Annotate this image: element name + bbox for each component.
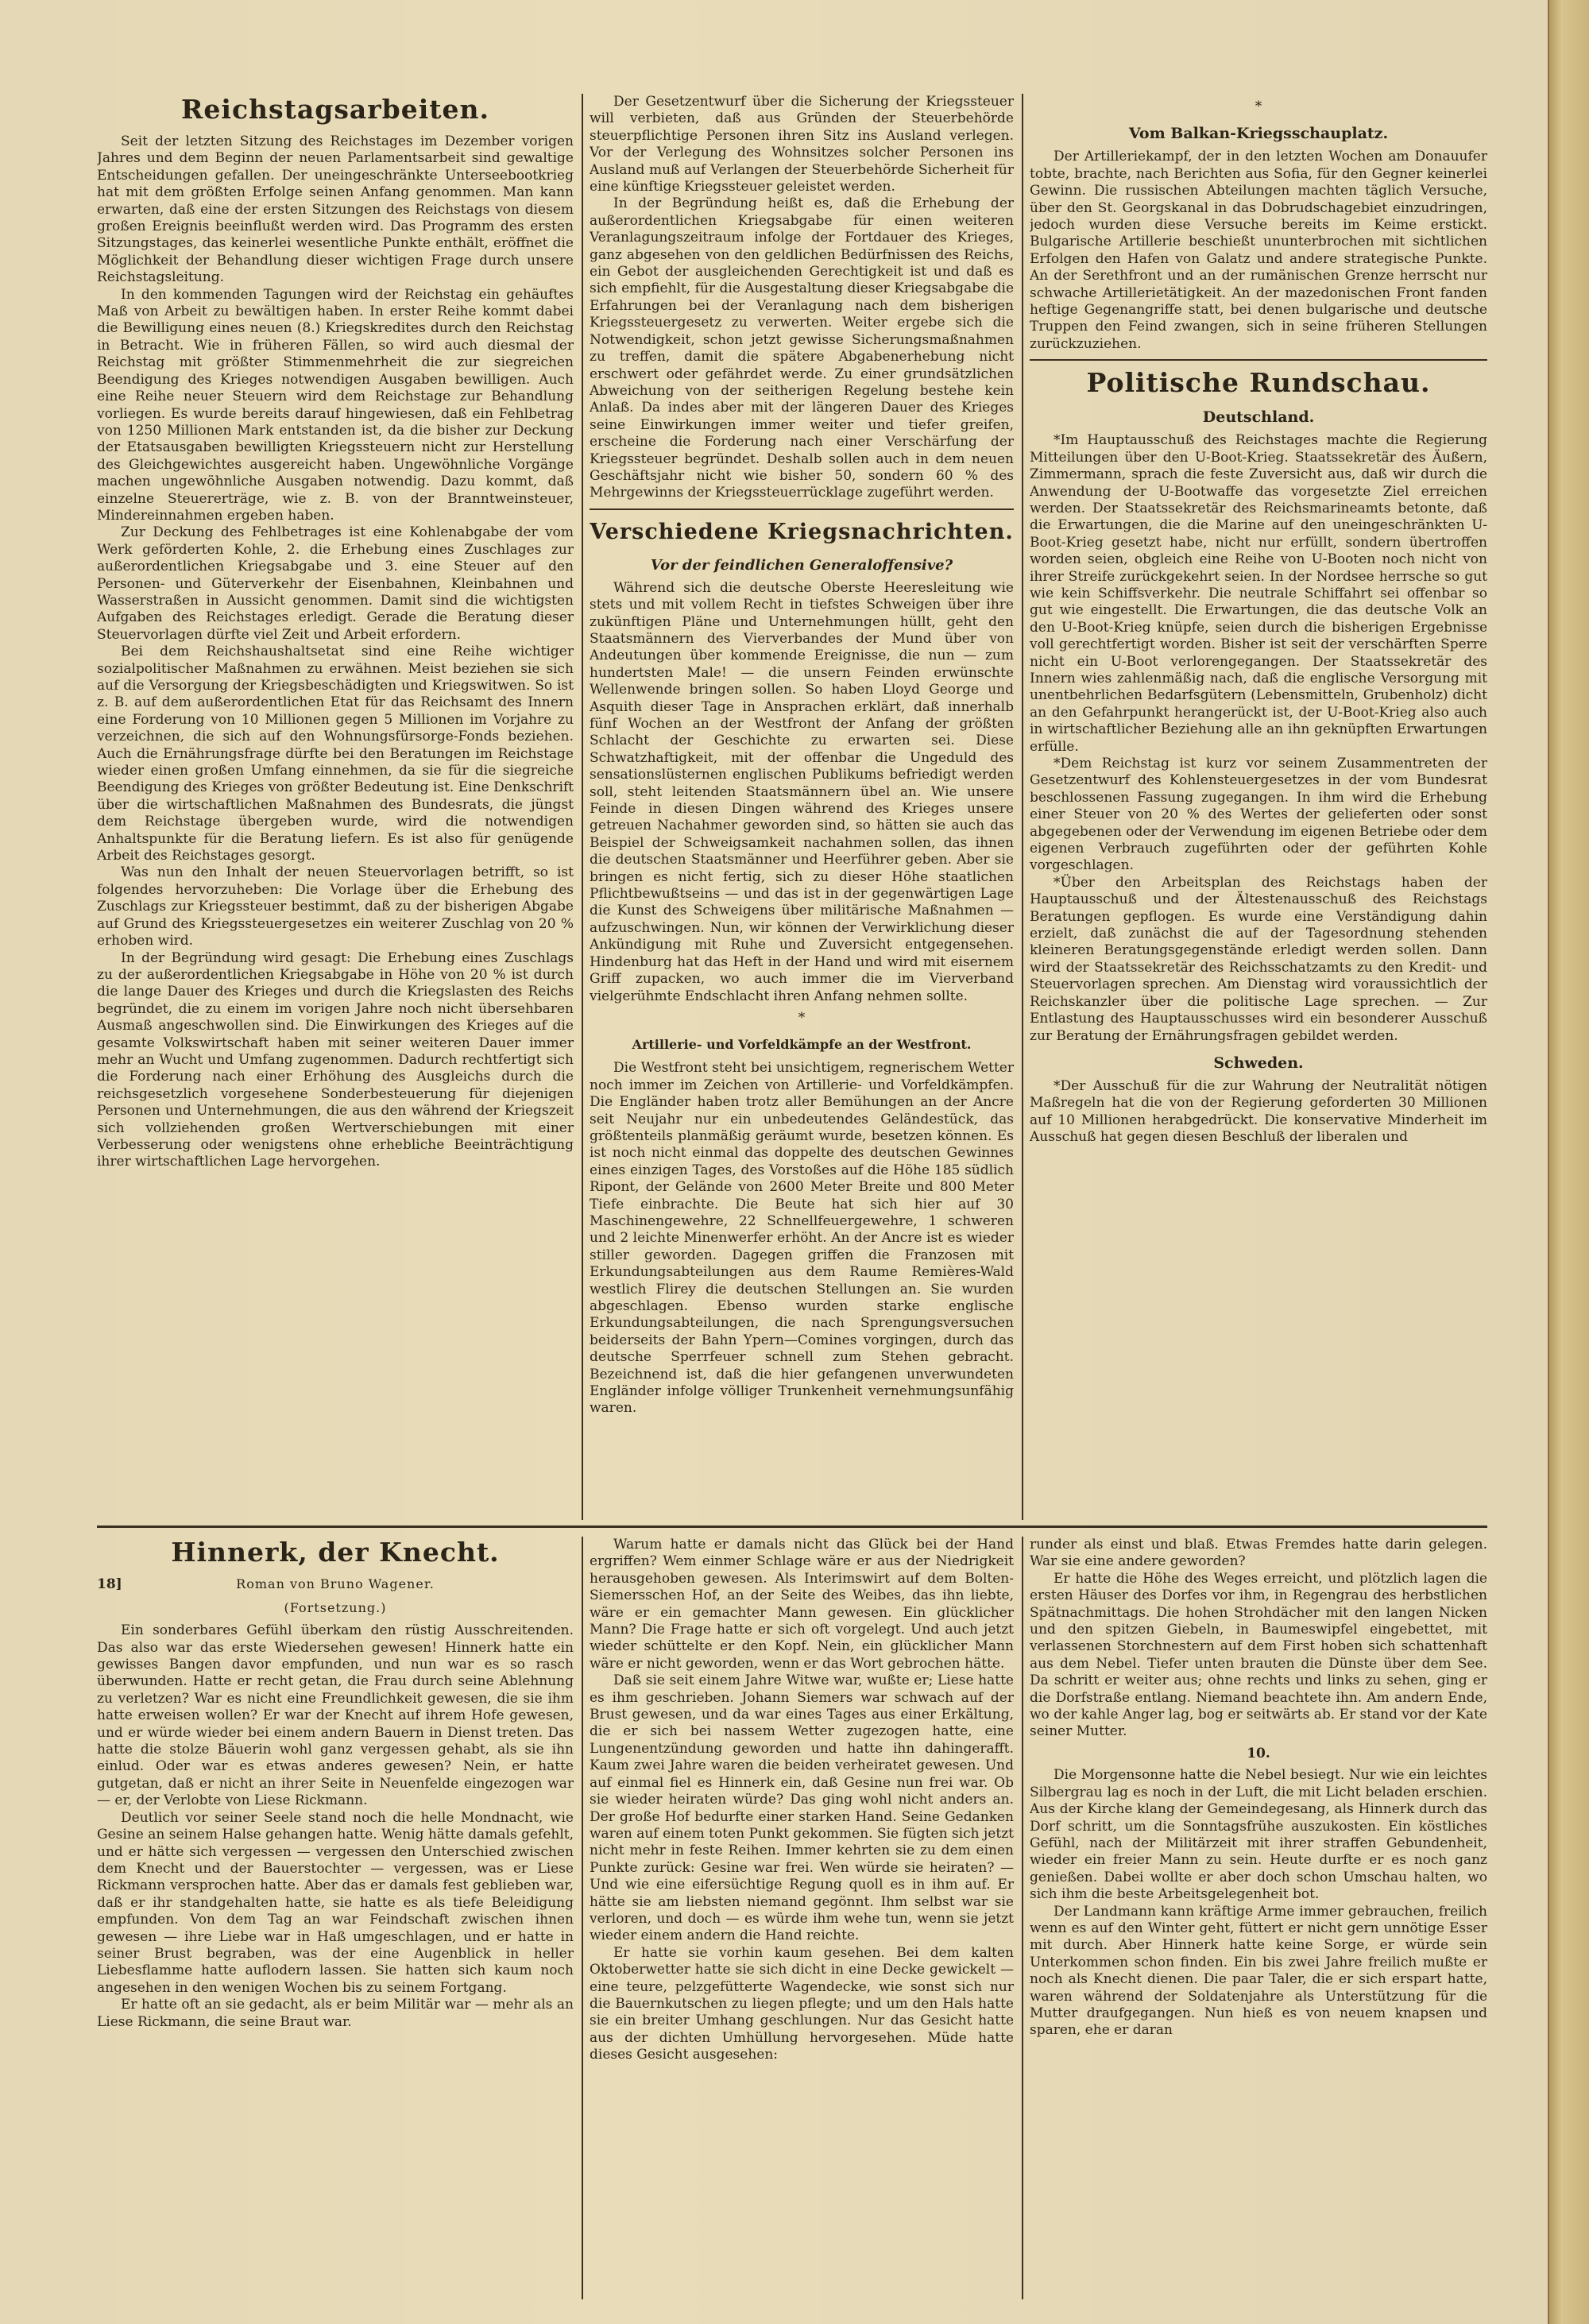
chapter-number: 10. bbox=[1247, 1745, 1270, 1761]
paragraph: Ein sonderbares Gefühl überkam den rüstig Ausschreitenden. Das also war das erste Wiedersehen gewesen! Hinnerk hatte ein gewisses Bangen davor empfunden, und nun war es so rasch überwunden. Hatte er recht getan, die Frau durch seine Ablehnung zu verletzen? War es nicht eine Freundlichkeit gewesen, die sie ihm hatte erweisen wollen? Er war der Knecht auf ihrem Hofe gewesen, und er würde wieder bei einem andern Bauern in Dienst treten. Das hatte die stolze Bäuerin wohl ganz vergessen gehabt, als sie ihn einlud. Oder war es etwas anderes gewesen? Nein, er hatte gutgetan, daß er nicht an ihrer Seite in Neuenfelde eingezogen war — er, der Verlobte von Liese Rickmann. bbox=[97, 1622, 574, 1809]
section-divider bbox=[1030, 359, 1487, 361]
page-binding-edge bbox=[1548, 0, 1589, 2324]
continued-note: (Fortsetzung.) bbox=[284, 1599, 387, 1615]
separator-star: * bbox=[798, 1009, 806, 1026]
paragraph: Warum hatte er damals nicht das Glück bei der Hand ergriffen? Wem einmer Schlage wäre er aus der Niedrigkeit herausgehoben gewesen. Als Interimswirt auf dem Bolten-Siemersschen Hof, an der Seite des Weibes, das ihn liebte, wäre er ein gemachter Mann gewesen. Ein glücklicher Mann? Die Frage hatte er sich oft vorgelegt. Und auch jetzt wieder schüttelte er den Kopf. Nein, ein glücklicher Mann wäre er nicht geworden, wenn er das Wort gebrochen hätte. bbox=[590, 1537, 1014, 1672]
paragraph: runder als einst und blaß. Etwas Fremdes hatte darin gelegen. War sie eine andere geworden? bbox=[1030, 1537, 1487, 1570]
column-balkan-rundschau bbox=[1030, 94, 1487, 1520]
paragraph: Deutlich vor seiner Seele stand noch die helle Mondnacht, wie Gesine an seinem Halse gehangen hatte. Wenig hätte damals gefehlt, und er hätte sich vergessen — vergessen den Unterschied zwischen dem Knecht und der Bauerstochter — vergessen, was er Liese Rickmann versprochen hatte. Aber das er damals fest geblieben war, daß er ihr standgehalten hatte, sie hatte es als tiefe Beleidigung empfunden. Von dem Tag an war Feindschaft zwischen ihnen gewesen — ihre Liebe war in Haß umgeschlagen, und er hatte in seiner Brust begraben, was der eine Augenblick in heller Liebesflamme hatte auflodern lassen. Sie hatten sich kaum noch angesehen in den wenigen Wochen bis zu seinem Fortgang. bbox=[97, 1809, 574, 1996]
paragraph: *Über den Arbeitsplan des Reichstags haben der Hauptausschuß und der Ältestenausschuß des Reichstags Beratungen gepflogen. Es wurde eine Verständigung dahin erzielt, daß zunächst die auf der Tagesordnung stehenden kleineren Beratungsgegenstände erledigt werden sollen. Dann wird der Staatssekretär des Reichsschatzamts zu den Kredit- und Steuervorlagen sprechen. Am Dienstag wird voraussichtlich der Reichskanzler über die politische Lage sprechen. — Zur Entlastung des Hauptausschusses wird ein besonderer Ausschuß zur Beratung der Ernährungsfragen gebildet werden. bbox=[1030, 874, 1487, 1044]
paragraph: Zur Deckung des Fehlbetrages ist eine Kohlenabgabe der vom Werk geförderten Kohle, 2. die Erhebung eines Zuschlages zur außerordentlichen Kriegsabgabe und 3. eine Steuer auf den Personen- und Güterverkehr der Eisenbahnen, Kleinbahnen und Wasserstraßen in Aussicht genommen. Damit sind die wichtigsten Aufgaben des Reichstages erledigt. Gerade die Beratung dieser Steuervorlagen dürfte viel Zeit und Arbeit erfordern. bbox=[97, 524, 574, 643]
byline: Roman von Bruno Wagener. bbox=[236, 1576, 435, 1592]
paragraph: Er hatte oft an sie gedacht, als er beim Militär war — mehr als an Liese Rickmann, die seine Braut war. bbox=[97, 1997, 574, 2030]
paragraph: In der Begründung heißt es, daß die Erhebung der außerordentlichen Kriegsabgabe für einen weiteren Veranlagungszeitraum infolge der Fortdauer des Krieges, ganz abgesehen von den geldlichen Bedürfnissen des Reichs, ein Gebot der ausgleichenden Gerechtigkeit ist und daß es sich empfiehlt, für die Ausgestaltung dieser Kriegsabgabe die Erfahrungen bei der Veranlagung nach dem bisherigen Kriegssteuergesetz zu verwerten. Weiter ergebe sich die Notwendigkeit, schon jetzt gewisse Sicherungsmaßnahmen zu treffen, damit die spätere Abgabenerhebung nicht erschwert oder gefährdet werde. Zu einer grundsätzlichen Abweichung von der seitherigen Regelung bestehe kein Anlaß. Da indes aber mit der längeren Dauer des Krieges seine Einwirkungen immer weiter und tiefer greifen, erscheine die Forderung nach einer Verschärfung der Kriegssteuer begründet. Deshalb sollen auch in dem neuen Geschäftsjahr nicht wie bisher 50, sondern 60 % des Mehrgewinns der Kriegssteuerrücklage zugeführt werden. bbox=[590, 195, 1014, 501]
column-roman-3 bbox=[1030, 1537, 1487, 2299]
paragraph: Was nun den Inhalt der neuen Steuervorlagen betrifft, so ist folgendes hervorzuheben: Die Vorlage über die Erhebung des Zuschlags zur Kriegssteuer bestimmt, daß zu der bisherigen Abgabe auf Grund des Kriegssteuergesetzes ein weiterer Zuschlag von 20 % erhoben wird. bbox=[97, 864, 574, 949]
column-steuer-krieg bbox=[590, 94, 1014, 1520]
installment-number: 18] bbox=[97, 1576, 122, 1592]
paragraph: Daß sie seit einem Jahre Witwe war, wußte er; Liese hatte es ihm geschrieben. Johann Siemers war schwach auf der Brust gewesen, und da war eines Tages aus einer Erkältung, die er sich bei nassem Wetter zugezogen hatte, eine Lungenentzündung geworden und hatte ihn dahingerafft. Kaum zwei Jahre waren die beiden verheiratet gewesen. Und auf einmal fiel es Hinnerk ein, daß Gesine nun frei war. Ob sie wieder heiraten würde? Das ging wohl nicht anders an. Der große Hof bedurfte einer starken Hand. Seine Gedanken waren auf einem toten Punkt gekommen. Sie fügten sich jetzt nicht mehr in feste Reihen. Immer kehrten sie zu dem einen Punkte zurück: Gesine war frei. Wen würde sie heiraten? — Und wie eine eifersüchtige Regung quoll es in ihm auf. Er hätte sie am liebsten niemand gegönnt. Ihm selbst war sie verloren, und doch — es würde ihm wehe tun, wenn sie jetzt wieder einem andern die Hand reichte. bbox=[590, 1672, 1014, 1944]
headline-balkan: Vom Balkan-Kriegsschauplatz. bbox=[1128, 125, 1389, 143]
column-divider bbox=[582, 1537, 583, 2299]
column-roman-1 bbox=[97, 1537, 574, 2299]
subheadline-deutschland: Deutschland. bbox=[1202, 408, 1315, 427]
paragraph: Seit der letzten Sitzung des Reichstages im Dezember vorigen Jahres und dem Beginn der neuen Parlamentsarbeit sind gewaltige Entscheidungen gefallen. Der uneingeschränkte Unterseebootkrieg hat mit dem größten Erfolge seinen Anfang genommen. Man kann erwarten, daß eine der ersten Sitzungen des Reichstags von diesem großen Ereignis beeinflußt werden wird. Das Programm des ersten Sitzungstages, das keinerlei wesentliche Punkte enthält, eröffnet die Möglichkeit der Behandlung dieser wichtigen Frage durch unsere Reichstagsleitung. bbox=[97, 133, 574, 286]
feuilleton-divider bbox=[97, 1525, 1487, 1528]
paragraph: Der Gesetzentwurf über die Sicherung der Kriegssteuer will verbieten, daß aus Gründen der Steuerbehörde steuerpflichtige Personen ihren Sitz ins Ausland verlegen. Vor der Verlegung des Wohnsitzes solcher Personen ins Ausland muß auf Verlangen der Steuerbehörde Sicherheit für eine künftige Kriegssteuer geleistet werden. bbox=[590, 94, 1014, 195]
paragraph: Während sich die deutsche Oberste Heeresleitung wie stets und mit vollem Recht in tiefstes Schweigen über ihre zukünftigen Pläne und Unternehmungen hüllt, geht den Staatsmännern des Vierverbandes der Mund über von Andeutungen über kommende Ereignisse, die nun — zum hundertsten Male! — die unsern Feinden erwünschte Wellenwende bringen sollen. So haben Lloyd George und Asquith dieser Tage in Ansprachen erklärt, daß innerhalb fünf Wochen an der Westfront der Anfang der größten Schlacht der Geschichte zu erwarten sei. Diese Schwatzhaftigkeit, mit der offenbar die Ungeduld des sensationslüsternen englischen Publikums befriedigt werden soll, steht leitenden Staatsmännern übel an. Wie unsere Feinde in diesen Dingen während des Krieges unsere getreuen Nachahmer geworden sind, so hätten sie auch das Beispiel der Schweigsamkeit nachahmen sollen, das ihnen die deutschen Staatsmänner und Heerführer geben. Aber sie bringen es nicht fertig, sich zu dieser Höhe staatlichen Pflichtbewußtseins — und das ist in der gegenwärtigen Lage die Kunst des Schweigens über militärische Maßnahmen — aufzuschwingen. Nun, wir können der Verwirklichung dieser Ankündigung mit Ruhe und Zuversicht entgegensehen. Hindenburg hat das Heft in der Hand und wird mit eisernem Griff zupacken, wo auch immer die im Vierverband vielgerühmte Endschlacht ihren Anfang nehmen sollte. bbox=[590, 579, 1014, 1004]
subheadline-schweden: Schweden. bbox=[1213, 1054, 1304, 1072]
headline-politische-rundschau: Politische Rundschau. bbox=[1086, 367, 1431, 399]
paragraph: In den kommenden Tagungen wird der Reichstag ein gehäuftes Maß von Arbeit zu bewältigen haben. In erster Reihe kommt dabei die Bewilligung eines neuen (8.) Kriegskredites durch den Reichstag in Betracht. Wie in früheren Fällen, so wird auch diesmal der Reichstag mit größter Stimmenmehrheit die zur siegreichen Beendigung des Krieges notwendigen Ausgaben bewilligen. Auch eine Reihe neuer Steuern wird dem Reichstage zur Behandlung vorliegen. Es wurde bereits darauf hingewiesen, daß ein Fehlbetrag von 1250 Millionen Mark entstanden ist, da die bisher zur Deckung der Etatsausgaben bewilligten Kriegssteuern nicht zur Herstellung des Gleichgewichtes ausgereicht haben. Ungewöhnliche Vorgänge machen ungewöhnliche Ausgaben notwendig. Dazu kommt, daß einzelne Steuererträge, wie z. B. von der Branntweinsteuer, Mindereinnahmen ergeben haben. bbox=[97, 286, 574, 524]
paragraph: Die Westfront steht bei unsichtigem, regnerischem Wetter noch immer im Zeichen von Artillerie- und Vorfeldkämpfen. Die Engländer haben trotz aller Bemühungen an der Ancre seit Neujahr nur ein unbedeutendes Geländestück, das größtenteils planmäßig geräumt wurde, besetzen können. Es ist noch nicht einmal das doppelte des deutschen Gewinnes eines einzigen Tages, des Vorstoßes auf die Höhe 185 südlich Ripont, der Gelände von 2600 Meter Breite und 800 Meter Tiefe einbrachte. Die Beute hat sich hier auf 30 Maschinengewehre, 22 Schnellfeuergewehre, 1 schweren und 2 leichte Minenwerfer erhöht. An der Ancre ist es wieder stiller geworden. Dagegen griffen die Franzosen mit Erkundungsabteilungen aus dem Raume Remières-Wald westlich Flirey die deutschen Stellungen an. Sie wurden abgeschlagen. Ebenso wurden starke englische Erkundungsabteilungen, die nach Sprengungsversuchen beiderseits der Bahn Ypern—Comines vorgingen, durch das deutsche Sperrfeuer schnell zum Stehen gebracht. Bezeichnend ist, daß die hier gefangenen unverwundeten Engländer infolge völliger Trunkenheit vernehmungsunfähig waren. bbox=[590, 1060, 1014, 1417]
paragraph: *Im Hauptausschuß des Reichstages machte die Regierung Mitteilungen über den U-Boot-Krieg. Staatssekretär des Äußern, Zimmermann, sprach die feste Zuversicht aus, daß wir durch die Anwendung der U-Bootwaffe das vorgesetzte Ziel erreichen werden. Der Staatssekretär des Reichsmarineamts betonte, daß die Erwartungen, die die Marine auf den uneingeschränkten U-Boot-Krieg gesetzt habe, nicht nur erfüllt, sondern übertroffen worden seien, obgleich eine Reihe von U-Booten noch nicht von ihrer Streife zurückgekehrt seien. In der Nordsee herrsche so gut wie kein Schiffsverkehr. Die neutrale Schiffahrt sei offenbar so gut wie eingestellt. Die Erwartungen, die das deutsche Volk an den U-Boot-Krieg knüpfe, seien durch die bisherigen Ergebnisse voll gerechtfertigt worden. Bisher ist seit der verschärften Sperre nicht ein U-Boot verlorengegangen. Der Staatssekretär des Innern wies zahlenmäßig nach, daß die englische Versorgung mit unentbehrlichen Bedarfsgütern (Lebensmitteln, Grubenholz) dicht an den Gefahrpunkt herangerückt ist, der U-Boot-Krieg also auch in wirtschaftlicher Beziehung alle an ihn geknüpften Erwartungen erfülle. bbox=[1030, 432, 1487, 755]
paragraph: Er hatte die Höhe des Weges erreicht, und plötzlich lagen die ersten Häuser des Dorfes vor ihm, in Regengrau des herbstlichen Spätnachmittags. Die hohen Strohdächer mit den langen Nicken und den spitzen Giebeln, in Baumeswipfel eingebettet, mit verlassenen Storchnestern auf dem First hoben sich schattenhaft aus dem Nebel. Tiefer unten brauten die Dünste über dem See. Da schritt er weiter aus; ohne rechts und links zu sehen, ging er die Dorfstraße entlang. Niemand beachtete ihn. Am andern Ende, wo der kahle Anger lag, bog er seitwärts ab. Er stand vor der Kate seiner Mutter. bbox=[1030, 1570, 1487, 1740]
column-reichstag bbox=[97, 94, 574, 1516]
column-divider bbox=[1022, 94, 1023, 1520]
subheadline-westfront: Artillerie- und Vorfeldkämpfe an der Westfront. bbox=[632, 1037, 972, 1053]
paragraph: Die Morgensonne hatte die Nebel besiegt. Nur wie ein leichtes Silbergrau lag es noch in der Luft, die mit Licht beladen erschien. Aus der Kirche klang der Gemeindegesang, als Hinnerk durch das Dorf schritt, um die Sonntagsfrühe auszukosten. Ein köstliches Gefühl, nach der Militärzeit mit ihrer straffen Gebundenheit, wieder ein freier Mann zu sein. Heute durfte er es noch ganz genießen. Dabei wollte er aber doch schon Umschau halten, wo sich ihm die beste Arbeitsgelegenheit bot. bbox=[1030, 1767, 1487, 1903]
headline-reichstagsarbeiten: Reichstagsarbeiten. bbox=[181, 94, 489, 125]
headline-hinnerk: Hinnerk, der Knecht. bbox=[171, 1537, 500, 1568]
column-roman-2 bbox=[590, 1537, 1014, 2299]
paragraph: *Der Ausschuß für die zur Wahrung der Neutralität nötigen Maßregeln hat die von der Regierung geforderten 30 Millionen auf 10 Millionen herabgedrückt. Die konservative Minderheit im Ausschuß hat gegen diesen Beschluß der liberalen und bbox=[1030, 1077, 1487, 1146]
paragraph: Der Artilleriekampf, der in den letzten Wochen am Donauufer tobte, brachte, nach Berichten aus Sofia, für den Gegner keinerlei Gewinn. Die russischen Abteilungen machten täglich Versuche, über den St. Georgskanal in das Dobrudschagebiet einzudringen, jedoch wurden diese Versuche bereits im Keime erstickt. Bulgarische Artillerie beschießt ununterbrochen mit sichtlichen Erfolgen den Hafen von Galatz und andere strategische Punkte. An der Serethfront und an der rumänischen Grenze herrscht nur schwache Artillerietätigkeit. An der mazedonischen Front fanden heftige Gegenangriffe statt, bei denen bulgarische und deutsche Truppen den Feind zwangen, sich in seine früheren Stellungen zurückzuziehen. bbox=[1030, 149, 1487, 352]
paragraph: *Dem Reichstag ist kurz vor seinem Zusammentreten der Gesetzentwurf des Kohlensteuergesetzes in der vom Bundesrat beschlossenen Fassung zugegangen. In ihm wird die Erhebung einer Steuer von 20 % des Wertes der gelieferten oder sonst abgegebenen oder der Verwendung im eigenen Betriebe oder dem eigenen Verbrauch zugeführten oder der geführten Kohle vorgeschlagen. bbox=[1030, 756, 1487, 874]
column-divider bbox=[1022, 1537, 1023, 2299]
paragraph: Der Landmann kann kräftige Arme immer gebrauchen, freilich wenn es auf den Winter geht, füttert er nicht gern unnötige Esser mit durch. Aber Hinnerk hatte keine Sorge, er würde sein Unterkommen schon finden. Ein bis zwei Jahre freilich mußte er noch als Knecht dienen. Die paar Taler, die er sich erspart hatte, waren während der Soldatenjahre als Unterstützung für die Mutter draufgegangen. Nun hieß es von neuem knapsen und sparen, ehe er daran bbox=[1030, 1903, 1487, 2039]
separator-star: * bbox=[1255, 99, 1262, 114]
subheadline-generaloffensive: Vor der feindlichen Generaloffensive? bbox=[650, 556, 953, 574]
headline-kriegsnachrichten: Verschiedene Kriegsnachrichten. bbox=[590, 519, 1014, 544]
paragraph: Er hatte sie vorhin kaum gesehen. Bei dem kalten Oktoberwetter hatte sie sich dicht in eine Decke gewickelt — eine teure, pelzgefütterte Wagendecke, wie sonst sich nur die Bauernkutschen zu liegen pflegte; und um den Hals hatte sie ein breiter Umhang geschlungen. Nur das Gesicht hatte aus der dichten Umhüllung hervorgesehen. Müde hatte dieses Gesicht ausgesehen: bbox=[590, 1944, 1014, 2063]
column-divider bbox=[582, 94, 583, 1520]
paragraph: Bei dem Reichshaushaltsetat sind eine Reihe wichtiger sozialpolitischer Maßnahmen zu erwähnen. Meist beziehen sie sich auf die Versorgung der Kriegsbeschädigten und Kriegswitwen. So ist z. B. auf dem außerordentlichen Etat für das Reichsamt des Innern eine Forderung von 10 Millionen gegen 5 Millionen im Vorjahre zu verzeichnen, die sich auf den Wohnungsfürsorge-Fonds beziehen. Auch die Ernährungsfrage dürfte bei den Beratungen im Reichstage wieder einen großen Umfang einnehmen, da sie für die siegreiche Beendigung des Krieges von größter Bedeutung ist. Eine Denkschrift über die wirtschaftlichen Maßnahmen des Bundesrats, die jüngst dem Reichstage übergeben wurde, wird die notwendigen Anhaltspunkte für die Beratung liefern. Es ist also für genügende Arbeit des Reichstages gesorgt. bbox=[97, 644, 574, 864]
section-divider bbox=[590, 508, 1014, 510]
paragraph: In der Begründung wird gesagt: Die Erhebung eines Zuschlags zu der außerordentlichen Kriegsabgabe in Höhe von 20 % ist durch die lange Dauer des Krieges und durch die Kriegslasten des Reichs begründet, die zu einem im vorigen Jahre noch nicht übersehbaren Ausmaß angeschwollen sind. Die Einwirkungen des Krieges auf die gesamte Volkswirtschaft haben mit seiner weiteren Dauer immer mehr an Wucht und Umfang zugenommen. Dadurch rechtfertigt sich die Forderung nach einer Erhöhung des Ausgleichs durch die reichsgesetzlich vorgesehene Sonderbesteuerung für diejenigen Personen und Unternehmungen, die aus den während der Kriegszeit sich vollziehenden großen Wertverschiebungen mit einer Verbesserung oder wenigstens ohne erhebliche Beeinträchtigung ihrer wirtschaftlichen Lage hervorgehen. bbox=[97, 949, 574, 1170]
